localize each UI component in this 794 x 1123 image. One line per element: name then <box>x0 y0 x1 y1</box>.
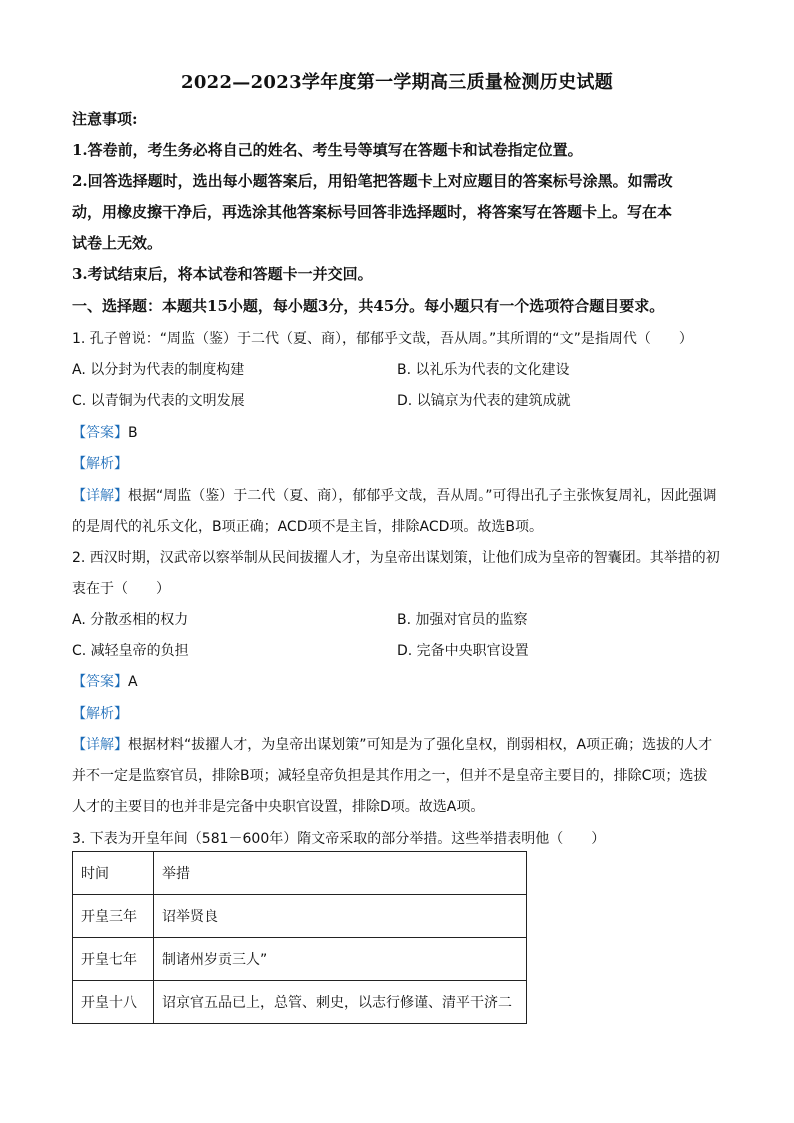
q2-analysis-tag: 【解析】 <box>72 706 128 722</box>
q2-detail-text-1: 根据材料“拔擢人才，为皇帝出谋划策”可知是为了强化皇权，削弱相权，A项正确；选拔的人才 <box>128 737 713 753</box>
notice-item-2: 2.回答选择题时，选出每小题答案后，用铅笔把答题卡上对应题目的答案标号涂黑。如需改 <box>72 172 673 190</box>
q3-table <box>72 851 527 1024</box>
q1-analysis-tag: 【解析】 <box>72 456 128 472</box>
table-row <box>73 981 527 1024</box>
table-header-row <box>73 852 527 895</box>
q1-detail-text-1: 根据“周监（鉴）于二代（夏、商），郁郁乎文哉，吾从周。”可得出孔子主张恢复周礼，因此强调 <box>128 488 717 504</box>
notice-item-2-end: 试卷上无效。 <box>72 234 163 252</box>
notice-heading: 注意事项: <box>72 110 138 128</box>
q2-answer <box>72 671 138 691</box>
q3-stem: 3. 下表为开皇年间（581－600年）隋文帝采取的部分举措。这些举措表明他（ ） <box>72 831 606 847</box>
q1-detail-tag: 【详解】 <box>72 488 128 504</box>
page-title: 2022—2023学年度第一学期高三质量检测历史试题 <box>181 72 613 93</box>
table-header-time: 时间 <box>73 852 154 895</box>
q1-option-c: C. 以青铜为代表的文明发展 <box>72 393 245 409</box>
q1-option-d: D. 以镐京为代表的建筑成就 <box>397 393 571 409</box>
notice-item-2-cont: 动，用橡皮擦干净后，再选涂其他答案标号回答非选择题时，将答案写在答题卡上。写在本 <box>72 203 673 221</box>
q1-stem: 1. 孔子曾说：“周监（鉴）于二代（夏、商），郁郁乎文哉，吾从周。”其所谓的“文”是指周代（ ） <box>72 331 693 347</box>
q2-stem-line-1: 2. 西汉时期，汉武帝以察举制从民间拔擢人才，为皇帝出谋划策，让他们成为皇帝的智囊团。其举措的初 <box>72 550 720 566</box>
q1-detail-line-1 <box>72 485 717 505</box>
q2-answer-tag: 【答案】 <box>72 674 128 690</box>
table-header-measure: 举措 <box>154 852 527 895</box>
table-cell-measure: 诏京官五品已上，总管、刺史，以志行修谨、清平干济二 <box>154 981 527 1024</box>
q2-stem-line-2: 衷在于（ ） <box>72 581 170 597</box>
q2-option-b: B. 加强对官员的监察 <box>397 612 528 628</box>
q2-detail-tag: 【详解】 <box>72 737 128 753</box>
q1-answer-tag: 【答案】 <box>72 425 128 441</box>
q1-option-a: A. 以分封为代表的制度构建 <box>72 362 245 378</box>
q1-answer-value: B <box>128 425 138 441</box>
table-cell-time: 开皇十八 <box>73 981 154 1024</box>
table-cell-measure: 诏举贤良 <box>154 895 527 938</box>
q2-detail-line-1 <box>72 734 712 754</box>
q1-detail-line-2: 的是周代的礼乐文化，B项正确；ACD项不是主旨，排除ACD项。故选B项。 <box>72 519 543 535</box>
notice-item-1: 1.答卷前，考生务必将自己的姓名、考生号等填写在答题卡和试卷指定位置。 <box>72 141 583 159</box>
q1-answer <box>72 422 138 442</box>
q2-detail-line-3: 人才的主要目的也并非是完备中央职官设置，排除D项。故选A项。 <box>72 799 485 815</box>
q2-option-a: A. 分散丞相的权力 <box>72 612 189 628</box>
q2-detail-line-2: 并不一定是监察官员，排除B项；减轻皇帝负担是其作用之一，但并不是皇帝主要目的，排除C项；选拔 <box>72 768 708 784</box>
q1-option-b: B. 以礼乐为代表的文化建设 <box>397 362 570 378</box>
table-cell-measure: 制诸州岁贡三人” <box>154 938 527 981</box>
section-heading: 一、选择题：本题共15小题，每小题3分，共45分。每小题只有一个选项符合题目要求。 <box>72 297 665 315</box>
q2-option-d: D. 完备中央职官设置 <box>397 643 529 659</box>
notice-item-3: 3.考试结束后，将本试卷和答题卡一并交回。 <box>72 265 373 283</box>
q2-option-c: C. 减轻皇帝的负担 <box>72 643 189 659</box>
table-row <box>73 895 527 938</box>
table-cell-time: 开皇七年 <box>73 938 154 981</box>
table-row <box>73 938 527 981</box>
table-cell-time: 开皇三年 <box>73 895 154 938</box>
q2-answer-value: A <box>128 674 138 690</box>
